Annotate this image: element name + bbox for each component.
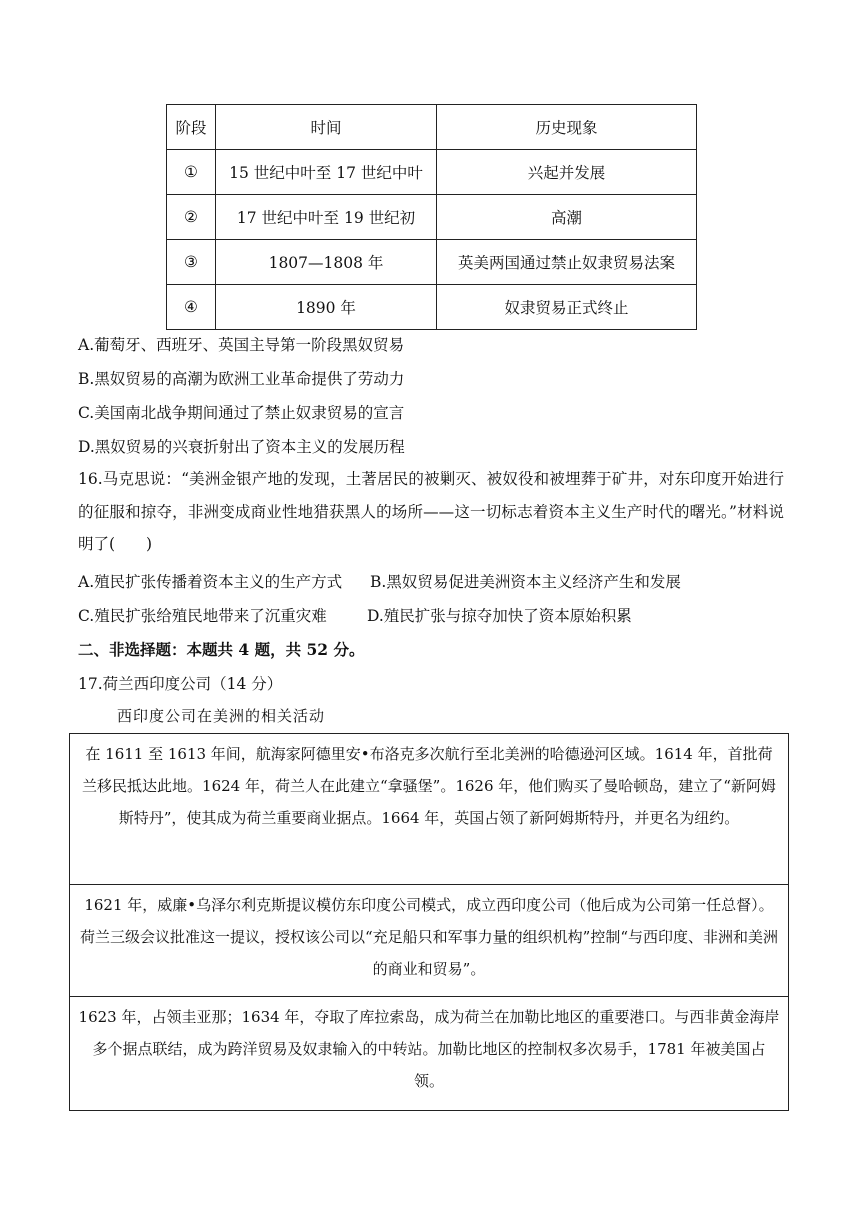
material-box-2: [69, 884, 789, 997]
header-stage: 阶段: [167, 105, 216, 150]
table-cell: ②: [167, 195, 216, 240]
table-row: [167, 240, 697, 285]
table-cell: ③: [167, 240, 216, 285]
q16-stem: 16.马克思说：“美洲金银产地的发现，土著居民的被剿灭、被奴役和被埋葬于矿井，对东印度开始进行的征服和掠夺，非洲变成商业性地猎获黑人的场所——这一切标志着资本主义生产时代的曙光。”材料说明了( ): [78, 470, 784, 553]
table-cell: 奴隶贸易正式终止: [437, 285, 697, 330]
table-row: [167, 285, 697, 330]
table-cell: 1807—1808 年: [216, 240, 437, 285]
table-cell: 兴起并发展: [437, 150, 697, 195]
table-header-row: [167, 105, 697, 150]
table-cell: 17 世纪中叶至 19 世纪初: [216, 195, 437, 240]
q15-option-a: A.葡萄牙、西班牙、英国主导第一阶段黑奴贸易: [78, 336, 405, 354]
table-cell: 1890 年: [216, 285, 437, 330]
q16-option-b: B.黑奴贸易促进美洲资本主义经济产生和发展: [370, 573, 681, 591]
table-cell: ④: [167, 285, 216, 330]
material-text-2: 1621 年，威廉•乌泽尔利克斯提议模仿东印度公司模式，成立西印度公司（他后成为公司第一任总督）。荷兰三级会议批准这一提议，授权该公司以“充足船只和军事力量的组织机构”控制“与西印度、非洲和美洲的商业和贸易”。: [79, 896, 778, 978]
table-cell: ①: [167, 150, 216, 195]
q16-option-a: A.殖民扩张传播着资本主义的生产方式: [78, 573, 343, 591]
table-cell: 高潮: [437, 195, 697, 240]
table-row: [167, 195, 697, 240]
material-text-3: 1623 年，占领圭亚那；1634 年，夺取了库拉索岛，成为荷兰在加勒比地区的重要港口。与西非黄金海岸多个据点联结，成为跨洋贸易及奴隶输入的中转站。加勒比地区的控制权多次易手，1781 年被美国占领。: [78, 1008, 780, 1090]
q16-option-d: D.殖民扩张与掠夺加快了资本原始积累: [367, 607, 632, 625]
table-cell: 15 世纪中叶至 17 世纪中叶: [216, 150, 437, 195]
q17-title: 17.荷兰西印度公司（14 分）: [78, 675, 283, 693]
material-box-3: [69, 996, 789, 1111]
table-row: [167, 150, 697, 195]
header-phenomenon: 历史现象: [437, 105, 697, 150]
history-table: [166, 104, 697, 330]
q15-option-c: C.美国南北战争期间通过了禁止奴隶贸易的宣言: [78, 404, 405, 422]
section-heading: 二、非选择题：本题共 4 题，共 52 分。: [78, 640, 365, 659]
q17-subtitle: 西印度公司在美洲的相关活动: [117, 707, 326, 725]
q15-option-b: B.黑奴贸易的高潮为欧洲工业革命提供了劳动力: [78, 370, 405, 388]
header-time: 时间: [216, 105, 437, 150]
material-box-1: [69, 733, 789, 885]
table-cell: 英美两国通过禁止奴隶贸易法案: [437, 240, 697, 285]
material-text-1: 在 1611 至 1613 年间，航海家阿德里安•布洛克多次航行至北美洲的哈德逊河区域。1614 年，首批荷兰移民抵达此地。1624 年，荷兰人在此建立“拿骚堡”。1626 年，他们购买了曼哈顿岛，建立了“新阿姆斯特丹”，使其成为荷兰重要商业据点。1664 年，英国占领了新阿姆斯特丹，并更名为纽约。: [82, 745, 776, 827]
q16-option-c: C.殖民扩张给殖民地带来了沉重灾难: [78, 607, 327, 625]
q15-option-d: D.黑奴贸易的兴衰折射出了资本主义的发展历程: [78, 438, 405, 456]
